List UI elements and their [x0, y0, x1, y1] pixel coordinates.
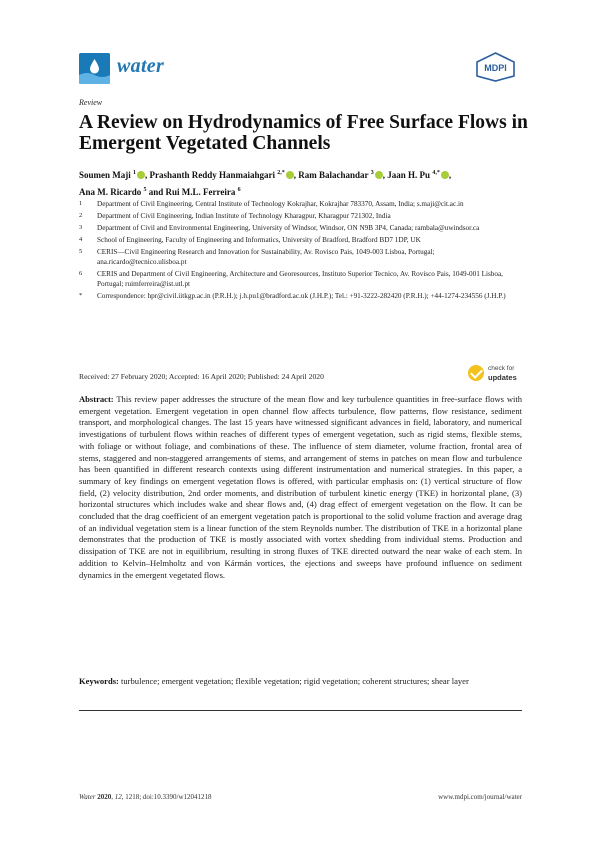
- check-updates-line2: updates: [488, 373, 517, 382]
- paper-title: A Review on Hydrodynamics of Free Surface Flows in Emergent Vegetated Channels: [79, 112, 528, 154]
- author-list: [79, 166, 524, 200]
- correspondence-text: Correspondence: hpr@civil.iitkgp.ac.in (P.R.H.); j.h.pu1@bradford.ac.uk (J.H.P.); Tel.: +91-3222-282420 (P.R.H.); +44-1274-234556 (J.H.P.): [97, 292, 506, 300]
- orcid-icon[interactable]: [286, 171, 294, 179]
- affiliation-item: [79, 269, 524, 289]
- citation-footer: Water 2020, 12, 1218; doi:10.3390/w12041218: [79, 793, 212, 801]
- author-name[interactable]: Ram Balachandar: [298, 170, 369, 180]
- author-line-1: Soumen Maji $^1$ , Prashanth Reddy Hanmaiahgari $^{2,*}$ , Ram Balachandar $^3$ , Jaan H. Pu $^{4,*}$ ,: [79, 170, 452, 180]
- author-name[interactable]: Ana M. Ricardo: [79, 187, 142, 197]
- affiliation-item: [79, 223, 524, 233]
- check-for-updates-button[interactable]: [468, 364, 528, 384]
- publication-dates: Received: 27 February 2020; Accepted: 16 April 2020; Published: 24 April 2020: [79, 372, 324, 381]
- author-affiliation-marker: 6: [237, 187, 241, 193]
- abstract-text: This review paper addresses the structure of the mean flow and key turbulence quantities in free-surface flows with emergent vegetation. Emergent vegetation in open channel flow affects turbulence, flow patterns, flow resistance, sediment transport, and morphological changes. The last 15 years have witnessed significant advances in field, laboratory, and numerical investigations of turbulent flows within reaches of different types of emergent vegetation, such as rigid stems, flexible stems, with foliage or without foliage, and combinations of these. The influence of stem diameter, volume fraction, frontal area of stems, staggered and non-staggered arrangements of stems, and arrangement of stems in patches on mean flow and turbulence has been quantified in different research contexts using different instrumentation and numerical strategies. In this paper, a summary of key findings on emergent vegetation flows is offered, with particular emphasis on: (1) vertical structure of flow field, (2) velocity distribution, 2nd order moments, and distribution of turbulent kinetic energy (TKE) in horizontal plane, (3) horizontal structures which includes wake and shear flows and, (4) drag effect of emergent vegetation on the flow. It can be concluded that the drag coefficient of an emergent vegetation patch is proportional to the solid volume fraction and average drag of an individual vegetation stem is a linear function of the stem Reynolds number. The distribution of TKE in a horizontal plane demonstrates that the production of TKE is mostly associated with vortex shedding from individual stems. Production and dissipation of TKE are not in equilibrium, resulting in strong fluxes of TKE directed outward the near wake of each stem. In addition to Kelvin–Helmholtz and von Kármán vortices, the ejections and sweeps have profound influence on sediment dynamics in the emergent vegetated flows.: [79, 394, 523, 580]
- correspondence-item: [79, 291, 524, 301]
- author-affiliation-marker: 5: [143, 187, 147, 193]
- journal-logo-icon: [79, 53, 110, 84]
- affiliation-text: Department of Civil and Environmental Engineering, University of Windsor, Windsor, ON N9B 3P4, Canada; rambala@uwindsor.ca: [97, 224, 480, 232]
- orcid-icon[interactable]: [375, 171, 383, 179]
- author-name[interactable]: Prashanth Reddy Hanmaiahgari: [149, 170, 276, 180]
- author-affiliation-marker: 2,*: [277, 170, 285, 176]
- check-updates-icon: [468, 365, 484, 381]
- affiliation-number: 4: [79, 236, 83, 243]
- author-name[interactable]: Jaan H. Pu: [387, 170, 431, 180]
- affiliation-text: School of Engineering, Faculty of Engineering and Informatics, University of Bradford, Bradford BD7 1DP, UK: [97, 236, 421, 244]
- section-divider: [79, 710, 522, 711]
- affiliation-number: 3: [79, 224, 83, 231]
- abstract: [79, 394, 522, 581]
- keywords-label: Keywords:: [79, 676, 119, 686]
- affiliation-item: [79, 247, 524, 267]
- affiliation-number: 6: [79, 270, 83, 277]
- mdpi-logo-text: MDPI: [484, 63, 507, 73]
- affiliation-number: 5: [79, 248, 83, 255]
- affiliation-text: CERIS—Civil Engineering Research and Innovation for Sustainability, Av. Rovisco Pais, 1049-003 Lisboa, Portugal; ana.ricardo@tecnico.ulisboa.pt: [97, 248, 435, 266]
- author-affiliation-marker: 1: [133, 170, 136, 176]
- check-updates-line1: check for: [488, 365, 515, 372]
- affiliation-number: *: [79, 292, 83, 299]
- affiliation-text: Department of Civil Engineering, Indian Institute of Technology Kharagpur, Kharagpur 721302, India: [97, 212, 391, 220]
- affiliation-text: CERIS and Department of Civil Engineering, Architecture and Georesources, Instituto Superior Tecnico, Av. Rovisco Pais, 1049-001 Lisboa, Portugal; ruimferreira@ist.utl.pt: [97, 270, 503, 288]
- orcid-icon[interactable]: [441, 171, 449, 179]
- affiliation-item: [79, 211, 524, 221]
- journal-name: water: [117, 55, 165, 77]
- author-name[interactable]: Rui M.L. Ferreira: [165, 187, 236, 197]
- mdpi-logo-icon: [474, 52, 517, 82]
- author-line-2: Ana M. Ricardo $^5$ and Rui M.L. Ferreira $^6$: [79, 187, 241, 197]
- affiliation-item: [79, 199, 524, 209]
- author-name[interactable]: Soumen Maji: [79, 170, 131, 180]
- orcid-icon[interactable]: [137, 171, 145, 179]
- author-affiliation-marker: 3: [370, 170, 374, 176]
- journal-url-link[interactable]: www.mdpi.com/journal/water: [438, 793, 522, 801]
- affiliation-item: [79, 235, 524, 245]
- keywords: [79, 676, 522, 688]
- author-affiliation-marker: 4,*: [432, 170, 440, 176]
- affiliation-number: 2: [79, 212, 83, 219]
- article-type: Review: [79, 98, 103, 107]
- keywords-text: turbulence; emergent vegetation; flexible vegetation; rigid vegetation; coherent structures; shear layer: [121, 676, 469, 686]
- affiliation-list: [79, 199, 524, 303]
- affiliation-number: 1: [79, 200, 83, 207]
- abstract-label: Abstract:: [79, 394, 114, 404]
- affiliation-text: Department of Civil Engineering, Central Institute of Technology Kokrajhar, Kokrajhar 783370, Assam, India; s.maji@cit.ac.in: [97, 200, 464, 208]
